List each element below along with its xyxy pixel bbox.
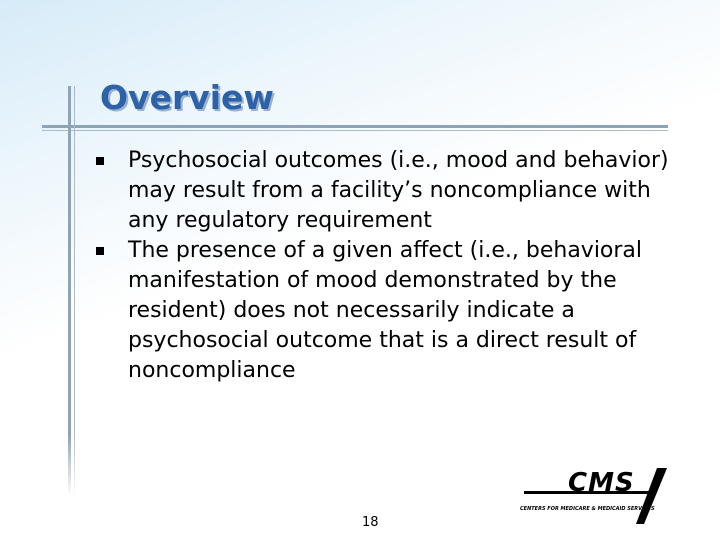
bullet-text: Psychosocial outcomes (i.e., mood and behavior) may result from a facility’s noncompliance with any regulatory requirement	[128, 148, 669, 233]
frame-vertical-rule-thin	[74, 86, 75, 496]
logo-slash	[636, 468, 667, 524]
bullet-list	[96, 146, 686, 386]
cms-logo	[516, 464, 670, 526]
bullet-item	[96, 146, 686, 236]
frame-horizontal-rule-thin	[42, 130, 668, 131]
bullet-text: The presence of a given affect (i.e., behavioral manifestation of mood demonstrated by the resident) does not necessarily indicate a psychosocial outcome that is a direct result of noncompliance	[128, 238, 643, 383]
logo-wordmark: CMS	[568, 468, 635, 498]
slide-title: Overview	[100, 78, 274, 117]
square-bullet-icon	[96, 247, 104, 255]
square-bullet-icon	[96, 157, 104, 165]
logo-tagline: CENTERS FOR MEDICARE & MEDICAID SERVICES	[520, 506, 655, 512]
bullet-item	[96, 236, 686, 386]
page-number: 18	[362, 515, 379, 530]
frame-horizontal-rule	[42, 125, 668, 128]
frame-vertical-rule	[68, 86, 71, 496]
